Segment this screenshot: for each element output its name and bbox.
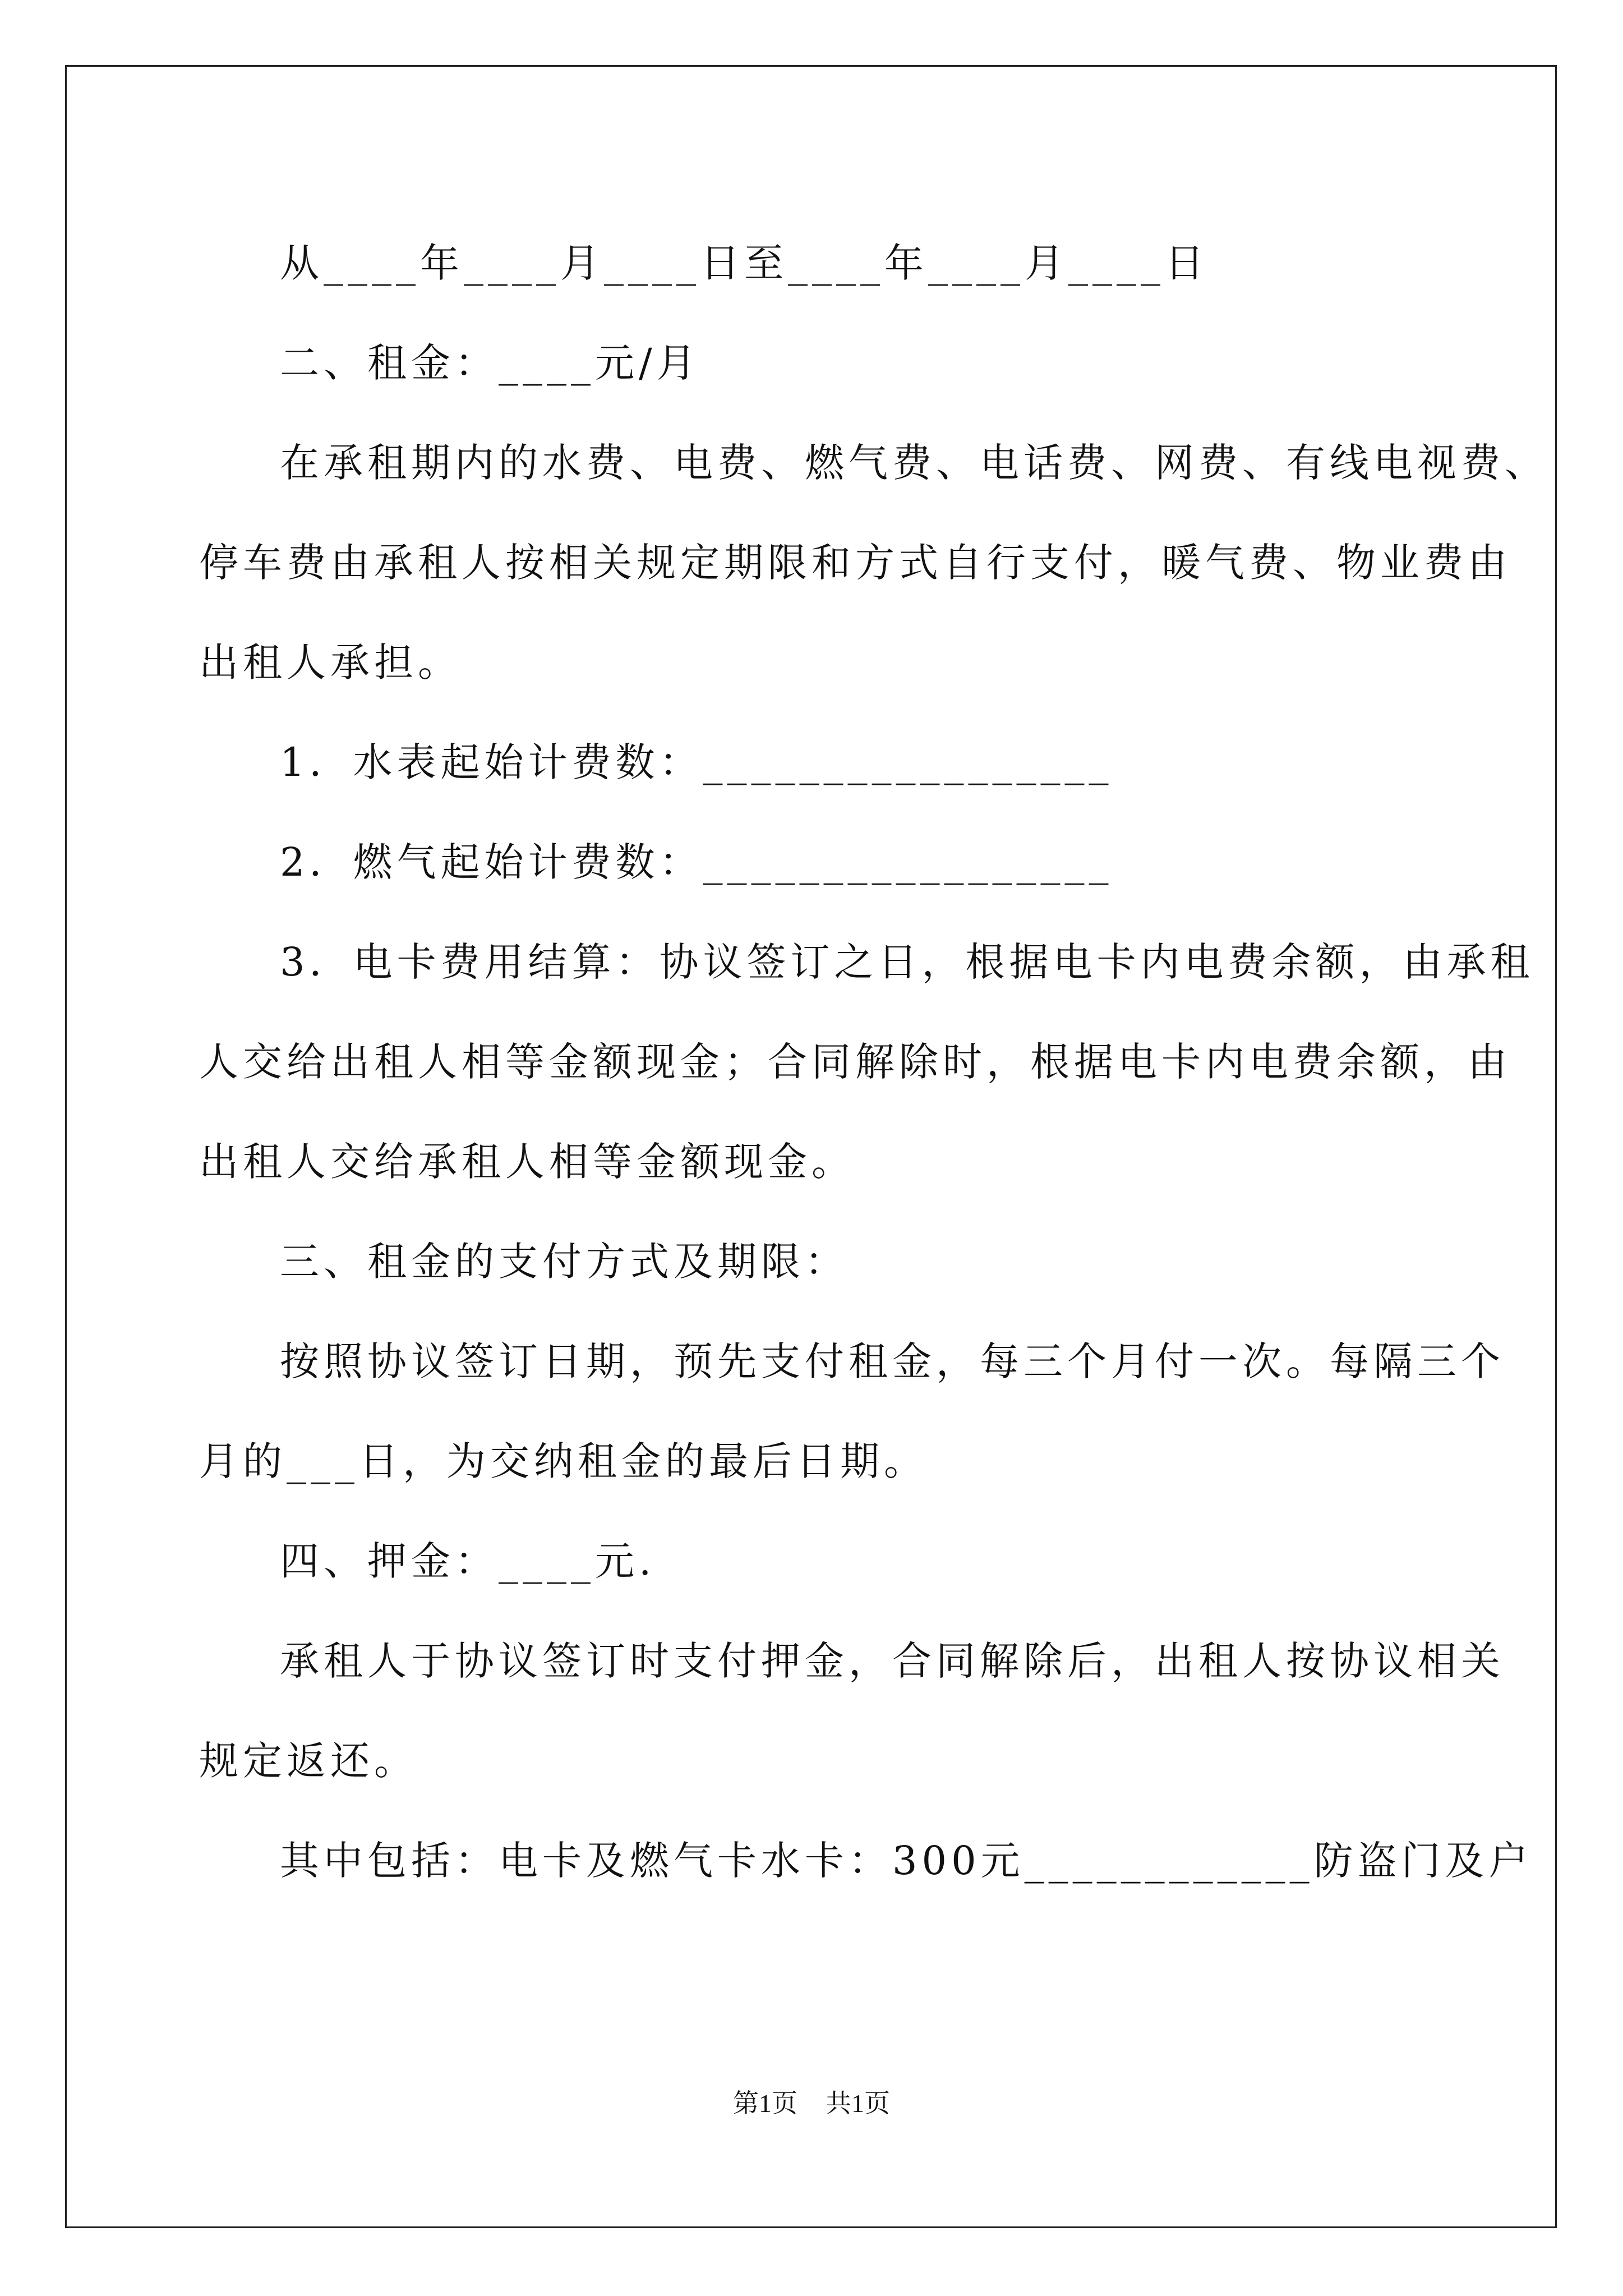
text-line: 三、租金的支付方式及期限： [280, 1239, 849, 1285]
text-line: 四、押金：____元. [280, 1538, 656, 1584]
text-line: 规定返还。 [199, 1738, 418, 1784]
text-line: 在承租期内的水费、电费、燃气费、电话费、网费、有线电视费、 [280, 440, 1548, 486]
text-line: 1．水表起始计费数：_________________ [280, 739, 1113, 785]
page-count: 共1页 [826, 2089, 890, 2118]
text-line: 月的___日，为交纳租金的最后日期。 [199, 1438, 928, 1484]
document-body [199, 213, 1548, 1911]
text-line: 2．燃气起始计费数：_________________ [280, 839, 1113, 885]
text-line: 3．电卡费用结算：协议签订之日，根据电卡内电费余额，由承租 [280, 939, 1534, 985]
text-line: 停车费由承租人按相关规定期限和方式自行支付，暖气费、物业费由 [199, 540, 1511, 586]
text-line: 按照协议签订日期，预先支付租金，每三个月付一次。每隔三个 [280, 1338, 1505, 1384]
text-line: 出租人承担。 [199, 639, 462, 685]
text-line: 承租人于协议签订时支付押金，合同解除后，出租人按协议相关 [280, 1638, 1505, 1684]
page-number: 第1页 [733, 2089, 797, 2118]
text-line: 出租人交给承租人相等金额现金。 [199, 1139, 855, 1185]
text-line: 从____年____月____日至____年____月____日 [280, 240, 1209, 286]
page-footer [0, 2087, 1623, 2120]
text-line: 二、租金：____元/月 [280, 340, 700, 386]
text-line: 其中包括：电卡及燃气卡水卡：300元____________防盗门及户 [280, 1838, 1533, 1884]
text-line: 人交给出租人相等金额现金；合同解除时，根据电卡内电费余额，由 [199, 1039, 1511, 1085]
